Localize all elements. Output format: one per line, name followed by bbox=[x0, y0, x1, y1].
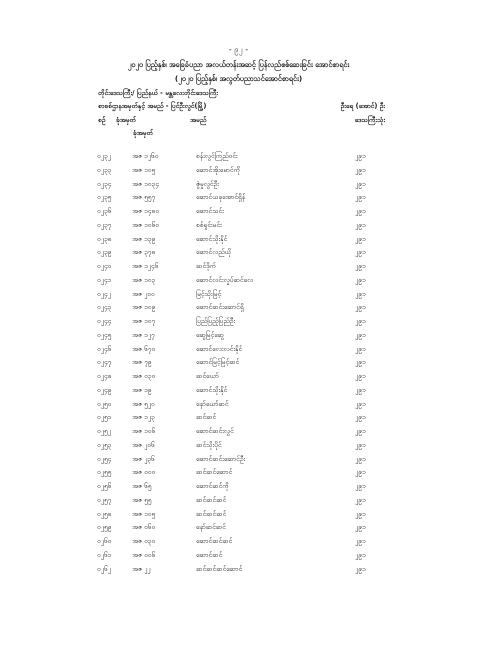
row-marks: ၂၉၁ bbox=[355, 330, 366, 339]
header-roll-number-line2: ခုံအမှတ် bbox=[133, 129, 153, 137]
row-roll-number: အဇ ၁၂၄၆ bbox=[132, 262, 159, 270]
row-name: ဆင်ယော် bbox=[196, 372, 219, 380]
row-name: ဆောင်ဆင်းလွင် bbox=[196, 427, 234, 435]
row-marks: ၂၉၁ bbox=[355, 454, 366, 463]
table-row bbox=[0, 262, 477, 276]
row-name: ဆင်ဆင် bbox=[196, 413, 217, 422]
row-serial: ၀၂၃၆ bbox=[97, 207, 112, 215]
row-marks: ၂၉၁ bbox=[355, 317, 366, 325]
row-marks: ၂၉၁ bbox=[355, 427, 366, 435]
row-name: ဆောင်ယခုအောင်ရှိန် bbox=[196, 193, 246, 202]
row-name: ဇွဲမှုလွင်ဦး bbox=[196, 179, 219, 188]
row-serial: ၀၂၅၈ bbox=[97, 509, 112, 518]
row-roll-number: အဇ ၁၃၉ bbox=[132, 234, 156, 243]
row-name: နော်ဆင်ဆင် bbox=[196, 523, 226, 532]
row-roll-number: အဇ ၁၀၃ bbox=[132, 275, 156, 284]
row-roll-number: အဇ ၂၃၆ bbox=[132, 454, 155, 463]
row-marks: ၂၉၁ bbox=[355, 165, 366, 174]
row-name: ဆောင်ဆင်ကို bbox=[196, 482, 229, 490]
row-name: ဆင်ဆင်ဆင်ဆောင် bbox=[196, 564, 243, 573]
row-roll-number: အဇ ၁၀၇ bbox=[132, 317, 156, 325]
row-roll-number: အဇ ၇၉ bbox=[132, 358, 152, 367]
row-name: မြင့်သိုးမြင့် bbox=[196, 289, 222, 298]
row-name: စစ်ရှင်းမင်း bbox=[196, 220, 222, 229]
row-marks: ၂၉၁ bbox=[355, 372, 366, 380]
document-subtitle: (၂၀၂၀ ပြည့်နှစ်၊ အလွတ်ပညာသင်အောင်စာရင်း) bbox=[174, 74, 303, 83]
row-marks: ၂၉၁ bbox=[355, 275, 366, 284]
row-serial: ၀၂၄၀ bbox=[97, 262, 112, 270]
row-marks: ၂၉၁ bbox=[355, 440, 366, 449]
row-roll-number: အဇ ၆၇၀ bbox=[132, 344, 156, 353]
row-serial: ၀၂၆၁ bbox=[97, 550, 112, 559]
document-title: ၂၀၂၀ ပြည့်နှစ်၊ အခြေခံပညာ အလယ်တန်းအဆင့် ပြန်လည်စစ်ဆေးခြင်း အောင်စာရင်း bbox=[127, 60, 350, 69]
row-marks: ၂၉၁ bbox=[355, 220, 366, 229]
row-roll-number: အဇ ၂၀၆ bbox=[132, 440, 155, 449]
row-serial: ၀၂၅၉ bbox=[97, 523, 112, 532]
row-roll-number: အဇ ၁၀၆ bbox=[132, 427, 156, 435]
row-serial: ၀၂၃၂ bbox=[97, 152, 111, 160]
row-marks: ၂၉၁ bbox=[355, 468, 366, 477]
table-row bbox=[0, 386, 477, 400]
row-marks: ၂၉၁ bbox=[355, 193, 366, 202]
row-serial: ၀၂၄၃ bbox=[97, 303, 112, 312]
row-marks: ၂၉၁ bbox=[355, 248, 366, 257]
row-roll-number: အဇ ၃၇၈ bbox=[132, 248, 156, 257]
table-row bbox=[0, 523, 477, 537]
row-serial: ၀၂၄၆ bbox=[97, 344, 112, 353]
table-row bbox=[0, 551, 477, 565]
table-row bbox=[0, 207, 477, 221]
row-roll-number: အဇ ၁၀၆၀ bbox=[132, 220, 159, 229]
table-row bbox=[0, 358, 477, 372]
table-row bbox=[0, 276, 477, 290]
row-marks: ၂၉၁ bbox=[355, 495, 366, 504]
row-serial: ၀၂၄၅ bbox=[97, 330, 112, 339]
row-roll-number: အဇ ၂၂ bbox=[132, 564, 151, 573]
row-marks: ၂၉၁ bbox=[355, 482, 366, 490]
row-marks: ၂၉၁ bbox=[355, 234, 366, 243]
row-serial: ၀၂၄၁ bbox=[97, 275, 112, 284]
row-roll-number: အဇ ၆၅ bbox=[132, 482, 152, 490]
table-row bbox=[0, 455, 477, 469]
header-name: အမည် bbox=[190, 116, 207, 124]
row-name: ဆင်ဆင်ဆောင် bbox=[196, 468, 233, 477]
row-serial: ၀၂၆၀ bbox=[97, 537, 112, 545]
row-marks: ၂၉၁ bbox=[355, 179, 366, 188]
row-serial: ၀၂၅၁ bbox=[97, 413, 112, 422]
table-row bbox=[0, 303, 477, 317]
row-name: ဆောင်လည်ယို bbox=[196, 248, 232, 257]
row-marks: ၂၉၁ bbox=[355, 358, 366, 367]
row-name: ဆောင်သင်း bbox=[196, 207, 224, 215]
row-roll-number: အဇ ၁၂၃ bbox=[132, 413, 155, 422]
table-row bbox=[0, 372, 477, 386]
exam-center-label: စာစစ်ဌာနအမှတ်နှင့် အမည် - ပြင်ဦးလွင်(မြို့) bbox=[98, 102, 207, 110]
row-roll-number: အဇ ၁၀၃၄ bbox=[132, 179, 159, 188]
row-roll-number: အဇ ၀၃၀ bbox=[132, 372, 156, 380]
row-roll-number: အဇ ၅၅ bbox=[132, 495, 152, 504]
row-serial: ၀၂၃၉ bbox=[97, 248, 112, 257]
row-name: ဆောင်ဆင်းဆောင်ရှိ bbox=[196, 303, 244, 312]
row-serial: ၀၂၅၃ bbox=[97, 440, 112, 449]
table-row bbox=[0, 290, 477, 304]
table-row bbox=[0, 166, 477, 180]
table-row bbox=[0, 235, 477, 249]
row-roll-number: အဇ ၀၀၆ bbox=[132, 550, 156, 559]
row-marks: ၂၉၁ bbox=[355, 152, 366, 160]
row-roll-number: အဇ ၁၀၉ bbox=[132, 303, 156, 312]
row-roll-number: အဇ ၅၅၇ bbox=[132, 193, 156, 202]
row-roll-number: အဇ ၁၂၆၀ bbox=[132, 152, 159, 160]
row-serial: ၀၂၄၈ bbox=[97, 372, 112, 380]
row-name: ဆောင်ဆင် bbox=[196, 550, 223, 559]
row-name: ဆွေမြင့်ဆွေ bbox=[196, 330, 224, 339]
row-roll-number: အဇ ၁၉ bbox=[132, 385, 152, 394]
results-table bbox=[0, 152, 477, 578]
row-serial: ၀၂၄၄ bbox=[97, 317, 112, 325]
row-name: ဆောင်လင်းလှုပ်ဆင်လေ bbox=[196, 275, 254, 284]
row-name: ပြည်ပြည့်ပြည်ဦး bbox=[196, 317, 236, 325]
table-row bbox=[0, 193, 477, 207]
row-roll-number: အဇ ၂၀၀ bbox=[132, 289, 155, 298]
row-name: ဆင်သိုးပိုင် bbox=[196, 440, 222, 449]
row-serial: ၀၂၅၂ bbox=[97, 427, 111, 435]
row-marks: ၂၉၁ bbox=[355, 413, 366, 422]
row-marks: ၂၉၁ bbox=[355, 399, 366, 408]
row-name: ဆင်ဆင်ဆင် bbox=[196, 495, 227, 504]
row-roll-number: အဇ ၀၆၀ bbox=[132, 523, 156, 532]
region-label: တိုင်းဒေသကြီး/ ပြည်နယ် - မန္တလေးတိုင်းဒေသကြီး bbox=[98, 89, 218, 97]
row-roll-number: အဇ ၀၃၀ bbox=[132, 537, 156, 545]
table-row bbox=[0, 427, 477, 441]
row-marks: ၂၉၁ bbox=[355, 262, 366, 270]
row-name: ဆောင်ဆင်းဆောင်ဦး bbox=[196, 454, 246, 463]
table-row bbox=[0, 221, 477, 235]
row-roll-number: အဇ ၁၀၅ bbox=[132, 165, 156, 174]
row-marks: ၂၉၁ bbox=[355, 537, 366, 545]
row-serial: ၀၂၃၇ bbox=[97, 220, 112, 229]
row-serial: ၀၂၅၆ bbox=[97, 482, 112, 490]
row-marks: ၂၉၁ bbox=[355, 207, 366, 215]
row-serial: ၀၂၅၅ bbox=[97, 468, 112, 477]
row-name: ဆောင်သိုးနိုင် bbox=[196, 234, 228, 243]
table-row bbox=[0, 317, 477, 331]
row-name: ဆောင်အိုးမောင်ကို bbox=[196, 165, 240, 174]
row-marks: ၂၉၁ bbox=[355, 289, 366, 298]
row-serial: ၀၂၅၄ bbox=[97, 454, 112, 463]
total-count-label: ဦးရေ (အောင်) ဦး bbox=[340, 102, 385, 110]
row-roll-number: အဇ ၀၀၀ bbox=[132, 468, 156, 477]
header-roll-number: ခုံအမှတ် bbox=[116, 116, 136, 124]
table-row bbox=[0, 345, 477, 359]
row-serial: ၀၂၄၇ bbox=[97, 358, 112, 367]
table-row bbox=[0, 482, 477, 496]
table-row bbox=[0, 496, 477, 510]
row-serial: ၀၂၄၂ bbox=[97, 289, 111, 298]
row-serial: ၀၂၃၃ bbox=[97, 165, 112, 174]
row-marks: ၂၉၁ bbox=[355, 523, 366, 532]
header-serial: စဉ် bbox=[98, 116, 106, 124]
row-serial: ၀၂၅၇ bbox=[97, 495, 112, 504]
row-serial: ၀၂၃၄ bbox=[97, 179, 112, 188]
row-marks: ၂၉၁ bbox=[355, 550, 366, 559]
table-row bbox=[0, 152, 477, 166]
row-marks: ၂၉၁ bbox=[355, 509, 366, 518]
row-name: ဆင်ဒိုက် bbox=[196, 262, 216, 270]
row-serial: ၀၂၄၉ bbox=[97, 385, 112, 394]
row-roll-number: အဇ ၁၀၅ bbox=[132, 509, 156, 518]
table-row bbox=[0, 468, 477, 482]
row-marks: ၂၉၁ bbox=[355, 385, 366, 394]
table-row bbox=[0, 441, 477, 455]
table-row bbox=[0, 331, 477, 345]
row-serial: ၀၂၅၀ bbox=[97, 399, 112, 408]
row-name: နော်ယော်ဆင် bbox=[196, 399, 229, 408]
row-marks: ၂၉၁ bbox=[355, 303, 366, 312]
table-row bbox=[0, 537, 477, 551]
table-row bbox=[0, 510, 477, 524]
row-marks: ၂၉၁ bbox=[355, 344, 366, 353]
table-row bbox=[0, 413, 477, 427]
table-row bbox=[0, 180, 477, 194]
row-name: ဆောင်မြင့်မြင့်ဆင် bbox=[196, 358, 240, 367]
header-marks: ဒေသကြီးသုံး bbox=[354, 116, 385, 124]
row-name: ဆောင်လေးလင်းနိုင် bbox=[196, 344, 243, 353]
table-row bbox=[0, 248, 477, 262]
row-name: ဆင်ဆင်ဆင် bbox=[196, 509, 227, 518]
row-name: ဆောင်ဆင်ဆင် bbox=[196, 537, 233, 545]
row-name: စန်းလွင်ကြည်၀င်း bbox=[196, 152, 238, 160]
row-roll-number: အဇ ၅၂၀ bbox=[132, 399, 155, 408]
row-name: ဆောင်သိုးနိုင် bbox=[196, 385, 228, 394]
row-serial: ၀၂၃၈ bbox=[97, 234, 112, 243]
row-roll-number: အဇ ၁၄၈၀ bbox=[132, 207, 159, 215]
row-roll-number: အဇ ၁၂၇ bbox=[132, 330, 155, 339]
table-row bbox=[0, 400, 477, 414]
row-serial: ၀၂၆၂ bbox=[97, 564, 111, 573]
row-serial: ၀၂၃၅ bbox=[97, 193, 112, 202]
table-row bbox=[0, 565, 477, 579]
row-marks: ၂၉၁ bbox=[355, 564, 366, 573]
page-number: - ၉၂ - bbox=[228, 45, 249, 54]
